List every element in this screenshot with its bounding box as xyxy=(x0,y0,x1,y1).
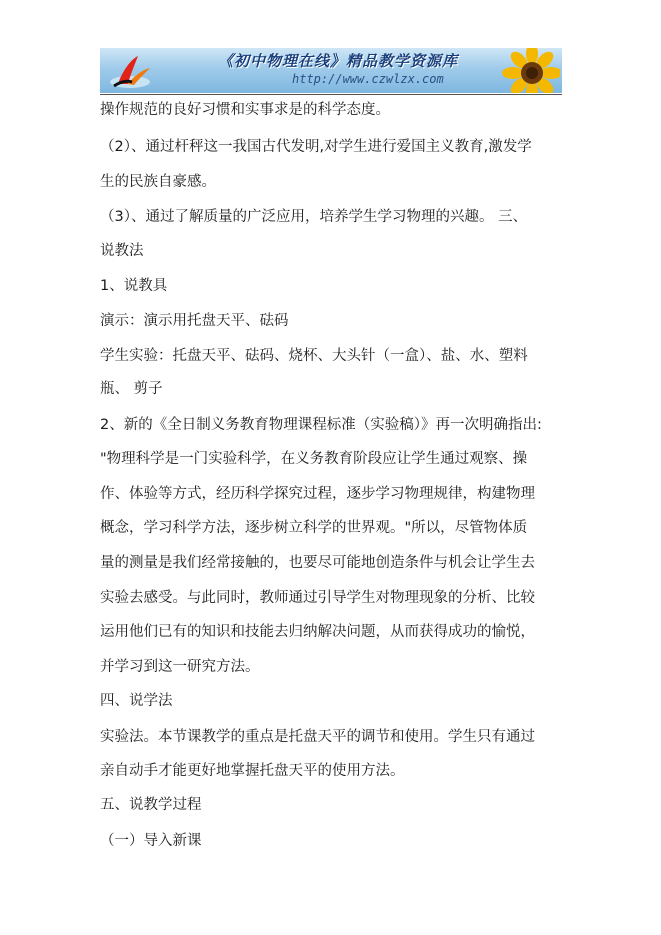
banner-divider xyxy=(100,94,562,95)
subsection-heading: （一）导入新课 xyxy=(100,833,202,849)
paragraph-line: 运用他们已有的知识和技能去归纳解决问题，从而获得成功的愉悦， xyxy=(100,624,535,640)
section-heading: 四、说学法 xyxy=(100,693,173,709)
paragraph-line: 学生实验：托盘天平、砝码、烧杯、大头针（一盒）、盐、水、塑料 xyxy=(100,348,528,364)
site-url: http://www.czwlzx.com xyxy=(292,72,444,86)
site-banner xyxy=(100,48,562,93)
section-heading: 说教法 xyxy=(100,243,144,259)
paragraph-line: 概念，学习科学方法，逐步树立科学的世界观。"所以，尽管物体质 xyxy=(100,520,528,536)
paragraph-line: 实验去感受。与此同时，教师通过引导学生对物理现象的分析、比较 xyxy=(100,590,535,606)
paragraph-line: 演示：演示用托盘天平、砝码 xyxy=(100,313,289,329)
paragraph-line: 亲自动手才能更好地掌握托盘天平的使用方法。 xyxy=(100,763,405,779)
paragraph-line: 2、新的《全日制义务教育物理课程标准（实验稿）》再一次明确指出: xyxy=(100,417,542,433)
paragraph-line: 并学习到这一研究方法。 xyxy=(100,659,260,675)
site-title: 《初中物理在线》精品教学资源库 xyxy=(218,52,459,70)
paragraph-line: 操作规范的良好习惯和实事求是的科学态度。 xyxy=(100,102,390,118)
section-heading: 五、说教学过程 xyxy=(100,797,202,813)
paragraph-line: 实验法。本节课教学的重点是托盘天平的调节和使用。学生只有通过 xyxy=(100,729,535,745)
paragraph-line: 瓶、 剪子 xyxy=(100,381,163,397)
paragraph-line: 生的民族自豪感。 xyxy=(100,174,216,190)
paragraph-line: （2）、通过杆秤这一我国古代发明,对学生进行爱国主义教育,激发学 xyxy=(100,139,532,155)
paragraph-line: 量的测量是我们经常接触的，也要尽可能地创造条件与机会让学生去 xyxy=(100,555,535,571)
paragraph-line: 作、体验等方式，经历科学探究过程，逐步学习物理规律，构建物理 xyxy=(100,486,535,502)
paragraph-line: "物理科学是一门实验科学，在义务教育阶段应让学生通过观察、操 xyxy=(100,451,528,467)
paragraph-line: （3）、通过了解质量的广泛应用，培养学生学习物理的兴趣。 三、 xyxy=(100,209,528,225)
paragraph-line: 1、说教具 xyxy=(100,278,168,294)
sunflower-icon xyxy=(496,48,560,93)
site-logo-icon xyxy=(108,52,154,90)
